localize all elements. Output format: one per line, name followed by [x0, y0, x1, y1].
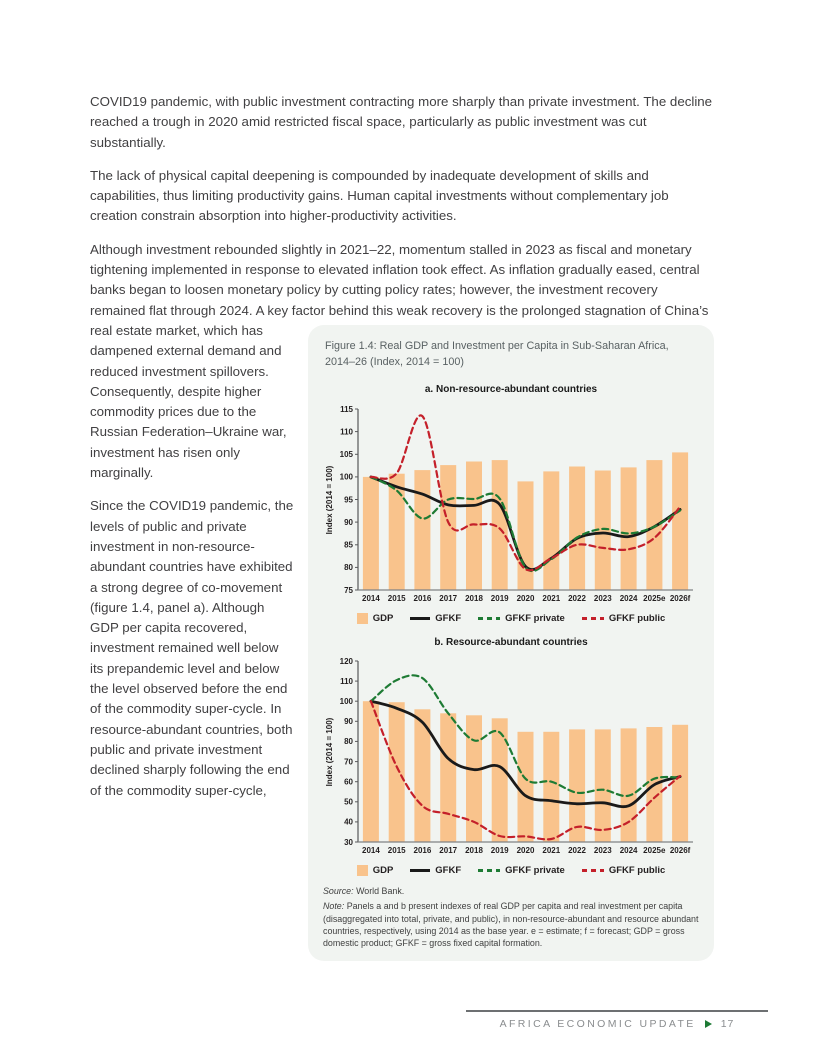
figure-source [323, 885, 699, 897]
paragraph-3-text-after-figure: recovery is the prolonged stagnation of China’s real estate market, which has dampened external demand and reduced investment spillovers. Consequently, despite higher commodity prices due to the Russian Federation–Ukraine war, investment has risen only marginally. [90, 302, 709, 481]
panel-a [323, 380, 699, 623]
figure-1-4 [308, 325, 714, 961]
svg-text:2025e: 2025e [643, 593, 666, 603]
svg-text:2026f: 2026f [669, 845, 691, 855]
svg-text:115: 115 [340, 404, 353, 414]
svg-text:85: 85 [344, 540, 353, 550]
svg-text:40: 40 [344, 817, 353, 827]
svg-text:60: 60 [344, 777, 353, 787]
svg-text:70: 70 [344, 757, 353, 767]
svg-text:50: 50 [344, 797, 353, 807]
svg-text:Index (2014 = 100): Index (2014 = 100) [325, 717, 334, 787]
svg-text:110: 110 [340, 676, 353, 686]
svg-text:120: 120 [339, 656, 353, 666]
legend-item [410, 613, 461, 624]
legend-swatch-icon [478, 617, 500, 620]
panel-b-chart [323, 654, 699, 864]
svg-text:2021: 2021 [542, 845, 561, 855]
svg-text:2018: 2018 [465, 593, 483, 603]
legend-item [582, 865, 665, 876]
paragraph-1: COVID19 pandemic, with public investment contracting more sharply than private investment. The decline reached a trough in 2020 amid restricted fiscal space, particularly as public investment was cut substantially. [90, 94, 713, 150]
legend-item [410, 865, 461, 876]
source-label: Source: [323, 885, 354, 896]
legend-swatch-icon [357, 613, 368, 624]
svg-text:2020: 2020 [516, 845, 535, 855]
legend-label: GFKF private [505, 612, 565, 624]
figure-caption: Figure 1.4: Real GDP and Investment per Capita in Sub-Saharan Africa, 2014–26 (Index, 2014 = 100) [325, 339, 669, 369]
panel-b-title: b. Resource-abundant countries [434, 636, 588, 648]
svg-text:30: 30 [344, 837, 353, 847]
note-label: Note: [323, 901, 345, 912]
paragraph-2: The lack of physical capital deepening is compounded by inadequate development of skills and capabilities, thus limiting productivity gains. Human capital investments without complementary job creation constrain absorption into higher-productivity activities. [90, 167, 669, 224]
legend-item [357, 865, 394, 876]
panel-a-title: a. Non-resource-abundant countries [424, 384, 598, 396]
svg-text:100: 100 [339, 696, 353, 706]
paragraph-4: Since the COVID19 pandemic, the levels of public and private investment in non-resource-abundant countries have exhibited a strong degree of co-movement (figure 1.4, panel a). Although GDP per capita recovered, investment remained well below its prepandemic level and below the level observed before the end of the commodity super-cycle. In resource-abundant countries, both public and private investment declined sharply following the end of the commodity super-cycle, [90, 498, 294, 798]
paragraph-3-text-before-figure: Although investment rebounded slightly in 2021–22, momentum stalled in 2023 as fiscal and monetary tightening implemented in response to elevated inflation took effect. As inflation gradually eased, central banks began to loosen monetary policy by cutting policy rates; however, the investment recovery remained flat through 2024. A key factor behind this weak [90, 241, 700, 318]
svg-text:80: 80 [344, 737, 353, 747]
svg-text:2026f: 2026f [669, 593, 691, 603]
svg-text:2015: 2015 [387, 593, 406, 603]
chevron-right-icon [705, 1020, 712, 1028]
svg-text:105: 105 [339, 449, 353, 459]
page-number: 17 [720, 1018, 735, 1030]
svg-text:95: 95 [344, 494, 353, 504]
legend-label: GFKF [435, 864, 462, 876]
legend-swatch-icon [357, 865, 368, 876]
source-text: World Bank. [356, 885, 405, 896]
svg-text:2024: 2024 [619, 593, 638, 603]
svg-text:90: 90 [344, 517, 353, 527]
legend-swatch-icon [410, 617, 430, 620]
svg-text:2021: 2021 [542, 593, 561, 603]
svg-text:2015: 2015 [387, 845, 406, 855]
legend-label: GFKF public [608, 864, 666, 876]
svg-text:Index (2014 = 100): Index (2014 = 100) [325, 465, 334, 534]
svg-text:2023: 2023 [593, 593, 612, 603]
footer-report-title: AFRICA ECONOMIC UPDATE [499, 1018, 696, 1030]
svg-text:2020: 2020 [516, 593, 535, 603]
svg-text:80: 80 [344, 562, 353, 572]
svg-text:110: 110 [340, 427, 353, 437]
svg-text:2022: 2022 [568, 593, 586, 603]
legend-swatch-icon [478, 869, 500, 872]
legend-label: GDP [372, 864, 394, 876]
figure-note [323, 900, 699, 949]
svg-text:2025e: 2025e [643, 845, 666, 855]
panel-b-legend [323, 865, 699, 876]
page-footer [466, 1010, 768, 1030]
svg-text:2016: 2016 [413, 845, 432, 855]
figure-card [308, 325, 714, 961]
svg-text:2014: 2014 [362, 845, 380, 855]
legend-label: GFKF public [608, 612, 666, 624]
svg-text:2014: 2014 [362, 593, 380, 603]
legend-item [478, 613, 565, 624]
panel-a-legend [323, 613, 699, 624]
legend-swatch-icon [582, 869, 604, 872]
svg-text:2017: 2017 [439, 845, 458, 855]
svg-text:2019: 2019 [490, 845, 509, 855]
note-text: Panels a and b present indexes of real GDP per capita and real investment per capita (disaggregated into total, private, and public), in non-resource-abundant and resource abundant countries, respectively, using 2014 as the base year. e = estimate; f = forecast; GDP = gross domestic product; GFKF = gross fixed capital formation. [323, 901, 699, 949]
legend-label: GDP [372, 612, 394, 624]
legend-label: GFKF [435, 612, 462, 624]
panel-b [323, 633, 699, 876]
svg-text:75: 75 [344, 585, 353, 595]
svg-text:2016: 2016 [413, 593, 432, 603]
svg-text:2023: 2023 [593, 845, 612, 855]
svg-text:2018: 2018 [465, 845, 483, 855]
svg-text:90: 90 [344, 717, 353, 727]
legend-swatch-icon [410, 869, 430, 872]
body-text-column [90, 92, 714, 969]
legend-item [357, 613, 394, 624]
svg-text:100: 100 [339, 472, 353, 482]
svg-text:2022: 2022 [568, 845, 586, 855]
panel-a-chart [323, 402, 699, 612]
legend-item [582, 613, 665, 624]
legend-swatch-icon [582, 617, 604, 620]
svg-text:2017: 2017 [439, 593, 458, 603]
svg-text:2024: 2024 [619, 845, 638, 855]
legend-label: GFKF private [505, 864, 565, 876]
legend-item [478, 865, 565, 876]
svg-text:2019: 2019 [490, 593, 509, 603]
